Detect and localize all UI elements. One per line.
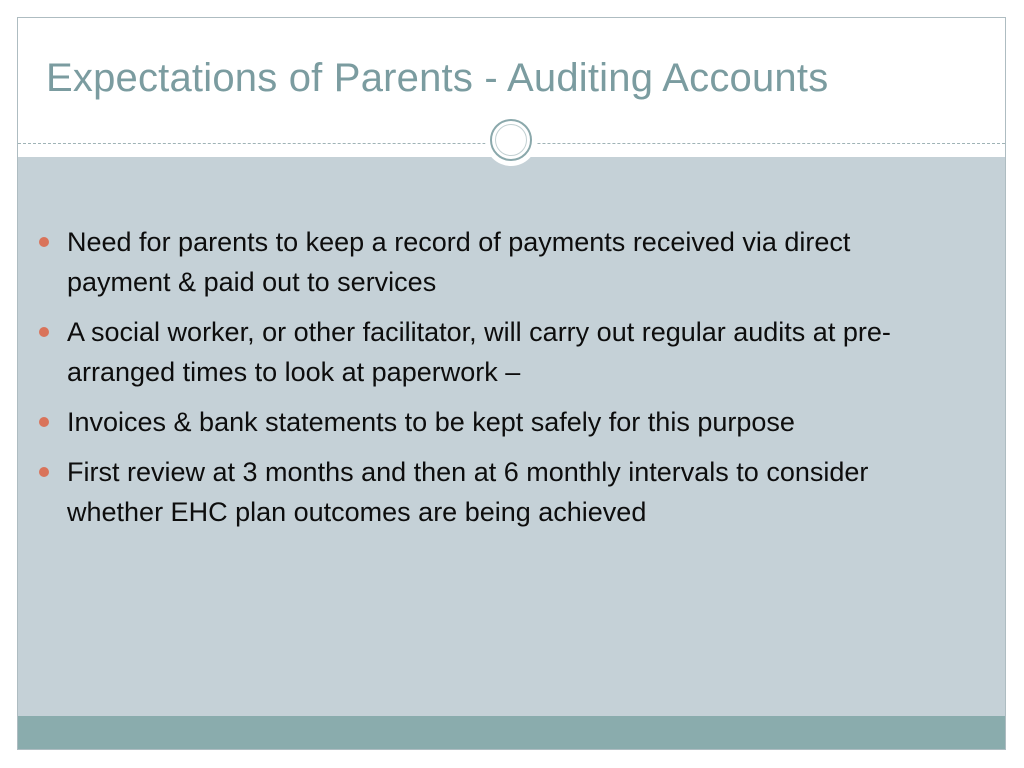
bullet-item bbox=[38, 402, 958, 442]
bullet-item bbox=[38, 312, 958, 392]
bullet-list bbox=[38, 222, 958, 542]
bullet-text: Need for parents to keep a record of payments received via direct payment & paid out to services bbox=[67, 227, 851, 297]
circle-ornament-icon bbox=[485, 114, 537, 166]
bullet-text: Invoices & bank statements to be kept safely for this purpose bbox=[67, 407, 795, 437]
ornament-inner-ring bbox=[495, 124, 527, 156]
bullet-dot-icon bbox=[39, 327, 49, 337]
bullet-dot-icon bbox=[39, 417, 49, 427]
ornament-ring bbox=[490, 119, 532, 161]
slide-title: Expectations of Parents - Auditing Accounts bbox=[46, 56, 829, 100]
bullet-item bbox=[38, 452, 958, 532]
bullet-dot-icon bbox=[39, 237, 49, 247]
footer-bar bbox=[18, 716, 1005, 750]
bullet-dot-icon bbox=[39, 467, 49, 477]
bullet-text: First review at 3 months and then at 6 monthly intervals to consider whether EHC plan outcomes are being achieved bbox=[67, 457, 869, 527]
bullet-item bbox=[38, 222, 958, 302]
bullet-text: A social worker, or other facilitator, will carry out regular audits at pre-arranged times to look at paperwork – bbox=[67, 317, 891, 387]
